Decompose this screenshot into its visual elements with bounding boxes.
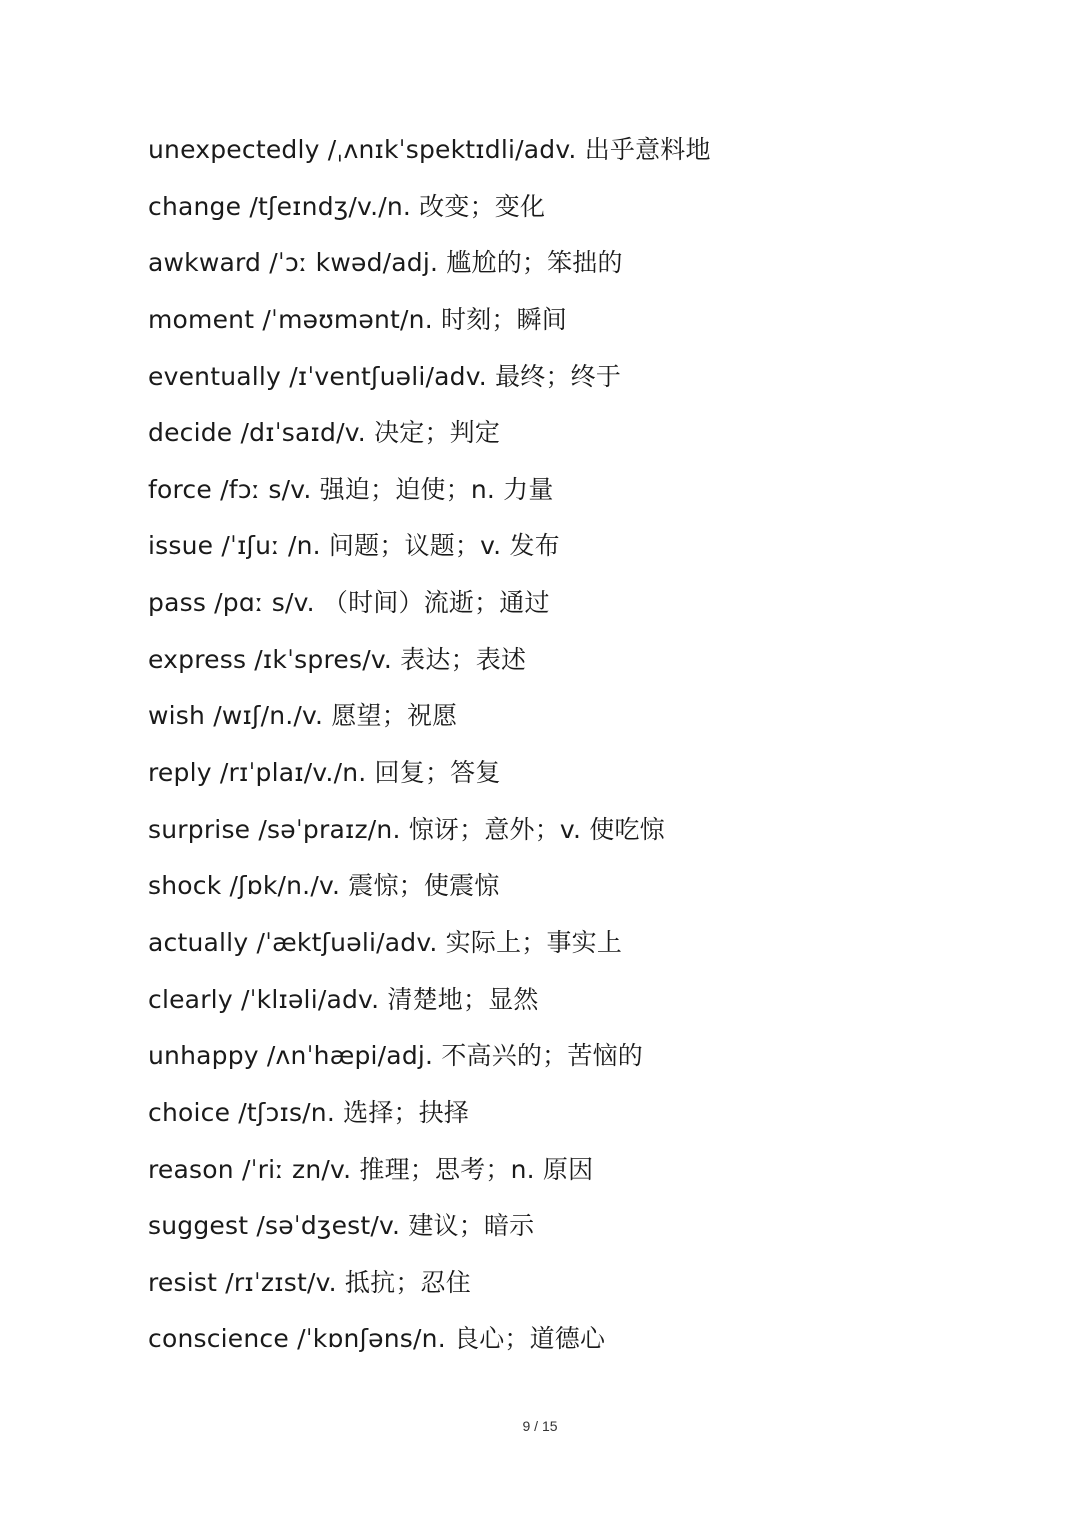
- vocab-entry-reason: reason /ˈriː zn/v. 推理；思考；n. 原因: [148, 1154, 594, 1184]
- vocab-entry-clearly: clearly /ˈklɪəli/adv. 清楚地；显然: [148, 984, 539, 1014]
- vocab-entry-resist: resist /rɪˈzɪst/v. 抵抗；忍住: [148, 1267, 471, 1297]
- vocab-entry-moment: moment /ˈməʊmənt/n. 时刻；瞬间: [148, 304, 567, 334]
- vocab-entry-conscience: conscience /ˈkɒnʃəns/n. 良心；道德心: [148, 1324, 606, 1354]
- vocab-entry-unhappy: unhappy /ʌnˈhæpi/adj. 不高兴的；苦恼的: [148, 1041, 643, 1071]
- vocab-entry-issue: issue /ˈɪʃuː /n. 问题；议题；v. 发布: [148, 531, 560, 561]
- vocab-entry-surprise: surprise /səˈpraɪz/n. 惊讶；意外；v. 使吃惊: [148, 814, 665, 844]
- vocab-entry-shock: shock /ʃɒk/n./v. 震惊；使震惊: [148, 871, 500, 901]
- vocabulary-list: [148, 122, 1048, 1368]
- vocab-entry-force: force /fɔː s/v. 强迫；迫使；n. 力量: [148, 474, 554, 504]
- page-number: 9 / 15: [522, 1418, 558, 1434]
- vocab-entry-eventually: eventually /ɪˈventʃuəli/adv. 最终；终于: [148, 361, 622, 391]
- vocab-entry-pass: pass /pɑː s/v. （时间）流逝；通过: [148, 588, 550, 618]
- vocab-entry-awkward: awkward /ˈɔː kwəd/adj. 尴尬的；笨拙的: [148, 248, 623, 278]
- vocab-entry-express: express /ɪkˈspres/v. 表达；表述: [148, 644, 527, 674]
- vocab-entry-choice: choice /tʃɔɪs/n. 选择；抉择: [148, 1097, 470, 1127]
- vocab-entry-reply: reply /rɪˈplaɪ/v./n. 回复；答复: [148, 758, 501, 788]
- vocab-entry-wish: wish /wɪʃ/n./v. 愿望；祝愿: [148, 701, 458, 731]
- vocab-entry-decide: decide /dɪˈsaɪd/v. 决定；判定: [148, 418, 501, 448]
- vocab-entry-unexpectedly: unexpectedly /ˌʌnɪkˈspektɪdli/adv. 出乎意料地: [148, 135, 711, 164]
- vocab-entry-actually: actually /ˈæktʃuəli/adv. 实际上；事实上: [148, 927, 623, 957]
- vocab-entry-suggest: suggest /səˈdʒest/v. 建议；暗示: [148, 1211, 535, 1241]
- vocab-entry-change: change /tʃeɪndʒ/v./n. 改变；变化: [148, 191, 546, 221]
